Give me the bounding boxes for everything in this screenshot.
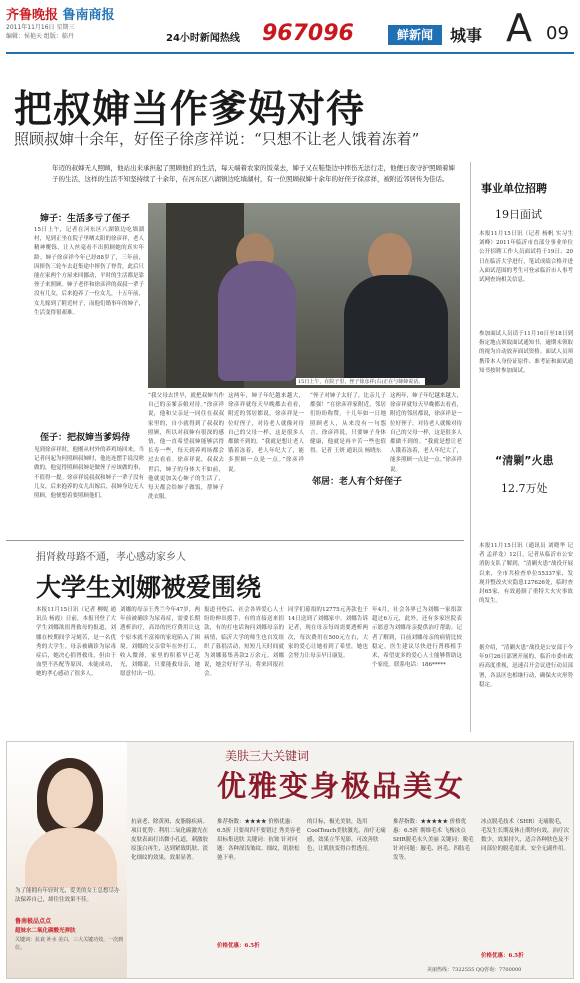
issue-date: 2011年11月16日 星期三 <box>6 24 75 31</box>
photo-nephew <box>344 275 448 385</box>
photo-aunt <box>218 261 296 381</box>
story2-column-2: 刘娜的母亲王秀兰今年47岁，两年前被确诊为尿毒症，需要长期透析治疗，高昂的医疗费用让这个原本就不富裕的家庭陷入了困境。刘娜的父亲常年在外打工，收入微薄，家里的积蓄早已花光，刘娜说，只要能救母亲，她愿意付出一切。 <box>120 607 200 678</box>
photo-caption: 15日上午，在院子里，侄子徐彦祥(右)正在与婶婶说话。 <box>298 379 424 385</box>
sidebar-headline-recruitment: 事业单位招聘 <box>481 182 547 195</box>
story-divider <box>6 540 464 541</box>
sidebar-text-recruitment: 本报11月15日讯（记者 杨帆 实习生 刘峰）2011年临沂市直部分事业单位公开招聘工作人员面试将于19日、20日在临沂大学进行，笔试成绩合格并进入面试范围的考生可登录临沂市人事考试网查询相关信息。 <box>479 231 573 284</box>
section-heading-aunt: 婶子：生活多亏了侄子 <box>40 214 131 224</box>
main-headline: 把叔婶当作爹妈对待 <box>14 87 366 131</box>
sidebar <box>470 162 574 732</box>
sidebar-text-recruitment-b: 参加面试人员请于11月16日至18日到指定地点领取面试通知书，逾期未领取的视为自动放弃面试资格。面试人员须携带本人身份证原件、准考证和面试通知书按时参加面试。 <box>479 331 573 374</box>
story1-column-1: 15日上午，记者在河东区八湖镇边吃墙湖村，见到正坐在院子里晒太阳的徐彦祥，老人精神矍铄，让人丝毫看不出照顾她的真实年龄。婶子徐彦祥今年已经88岁了，三年前，因摔伤三轮车去赶集途中摔伤了脊背，此后只能在家两个方屋来回挪动，平时的生活都是靠侄子来照顾。婶子老伴和徐彦祥的叔叔一辈子没有儿女，后来抱养了一位女儿，十五年前，女儿嫁到了附近村子，而他们婚事年的婶子，生活变得很艰难。 <box>34 227 144 316</box>
story1-column-5: “侄子对婶子太好了，比亲儿子都强！”在徐彦祥家附近，邻居们纷纷称赞。十几年如一日地照顾老人，从来没有一句怨言。徐彦祥说，只要婶子身体健康，他就是再辛苦一些也值得。记者 王妍 通讯员 杨晓东 <box>310 393 386 455</box>
story1-column-6: 这两年，婶子年纪越来越大，徐彦祥就每天早晚都去看看，附近的邻居都说，徐彦祥是一位好侄子，对待老人就像对待自己的父母一样，这是很多人都做不到的。“我就是想让老人饿着冻着，老人年纪大了，能多照顾一点是一点。”徐彦祥说。 <box>390 393 462 473</box>
paper-name-sub: 鲁南商报 <box>62 8 115 23</box>
ad-model-shoulders <box>25 828 117 888</box>
story1-column-3: “我父母去世早，就把叔婶当作自己的亲爹亲娘对待。”徐彦祥说，他和父亲是一同住在叔叔家里的，自小就得到了叔叔的照顾，所以对叔婶有很深的感情，他一直希望叔婶能够活得长寿一些，每天到养鸡场都会过去看看。徐彦祥说，叔叔去世后，婶子的身体大不如前，他就更加关心婶子的生活了，每天都会给婶子做饭，帮婶子洗衣服。 <box>148 393 224 501</box>
paper-name-main: 齐鲁晚报 <box>6 8 59 23</box>
story2-column-1: 本报11月15日讯（记者 柳妮 通讯员 杨霞）日前，本报刊登了大学生刘娜欲捐肾救母的报道，刘娜在校期间学习刻苦，是一名优秀的大学生。母亲被确诊为尿毒症后，她决心捐肾救母，但由于血型不匹配等原因，未能成功，她的孝心感动了很多人。 <box>36 607 116 678</box>
hotline-label: 24小时新闻热线 <box>166 33 240 44</box>
ad-column-4: 推荐指数：★★★★★ 价格优惠：6.5折 彻维毛术 飞梭冰点SHR脱毛永久美丽 关键词：脱毛 针对问题：腋毛、唇毛、四肢毛发等。 <box>393 819 474 861</box>
ad-product-name: 超妹水二氧化碳酸光弹肤 <box>15 928 76 934</box>
ad-column-3: 的目标，极光美肤，选用CoolTouch美肤激光，治疗无痛感，效果立竿见影，可改善肤色，让肌肤变得白皙透亮。 <box>307 819 386 852</box>
ad-offer-1: 价格优惠：6.5折 <box>217 943 260 949</box>
story1-column-2: 见到徐彦祥时，他刚从村外的养鸡场回来，当记者问起为何照顾叔婶时，他连连摆手说没啥做的，他觉得照顾叔婶是做侄子应该做的事，不值得一提。徐彦祥说叔叔和婶子一辈子没有儿女，后来抱养的女儿出嫁后，叔婶身边无人照顾，他便想着要照顾他们。 <box>34 447 144 500</box>
story2-kicker: 捐肾救母路不通，孝心感动家乡人 <box>36 552 186 563</box>
masthead <box>6 4 574 54</box>
page-number: 09 <box>546 23 569 44</box>
story2-column-4: 同学们募捐的12775元善款也于14日送到了刘娜家中。刘娜告诉记者，现在母亲每周需要透析两次，每次费用在500元左右，大家的爱心让她看到了希望，她也会努力让母亲早日康复。 <box>288 607 368 660</box>
page-letter: A <box>506 6 532 50</box>
section-heading-nephew: 侄子：把叔婶当爹妈待 <box>40 433 131 443</box>
section-heading-neighbors: 邻居：老人有个好侄子 <box>312 477 403 487</box>
lead-paragraph: 年迈的叔婶无人照顾，他站出来承担起了照顾他们的生活，每天端着农家的饭菜去，婶子又在鞋垫边中摔伤无法行走，他便日夜守护照顾着婶子的生活，这样的生活不知坚持续了十余年，在河东区八湖镇边吃墙湖村，有一位照顾叔婶十余年的好侄子徐彦祥，被附近邻居传为佳话。 <box>52 164 455 183</box>
hotline-number: 967096 <box>262 21 354 46</box>
ad-caption: 为了能拥有年轻时光，爱美的女士总想尽办法保养自己，却往往效果不佳。 <box>15 888 120 903</box>
ad-column-5: 冰点脱毛技术（SHR）无痛脱毛，毛发生长期及休止期均有效，治疗次数少，效果持久，适合各种肤色及不同部位的脱毛需求，安全无副作用。 <box>481 819 569 852</box>
paper-name <box>6 4 115 23</box>
section-tag: 鲜新闻 <box>388 25 442 45</box>
ad-column-2: 推荐指数：★★★★ 价格优惠：6.5折 只要周四不要错过 秀美容老眉标集送肤 关键词：抗皱 针对问题：各种深浅皱纹、细纹，肌肤松弛下垂。 <box>217 819 301 861</box>
story-photo <box>148 203 460 388</box>
sidebar-subhead-interview: 19日面试 <box>495 208 542 221</box>
story1-column-4: 这两年，婶子年纪越来越大，徐彦祥就每天早晚都去看看，附近的邻居都说，徐彦祥是一位好侄子，对待老人就像对待自己的父母一样，这是很多人都做不到的。“我就是想让老人饿着冻着，老人年纪大了，能多照顾一点是一点。”徐彦祥说。 <box>228 393 304 473</box>
sidebar-subhead-count: 12.7万处 <box>501 482 548 495</box>
story2-headline: 大学生刘娜被爱围绕 <box>36 573 262 602</box>
ad-column-1: 抗衰老、除黄斑、皮脂腺疾病。项目优势：利用二氧化碳激光在皮肤表面打出微小孔道，刺激胶原蛋白再生，达到紧致肌肤、淡化细纹的效果，效果显著。 <box>131 819 209 861</box>
ad-contact-footer: 美丽热线：7322555 QQ咨询：7700000 <box>427 967 522 973</box>
sidebar-headline-fire: “清剿”火患 <box>495 454 554 467</box>
ad-model-name: 鲁南极品点点 <box>15 918 52 925</box>
section-name: 城事 <box>450 26 483 45</box>
story2-column-3: 报道刊登后，社会各界爱心人士纷纷伸出援手，有的直接送来捐款，有的打电话询问刘娜母亲的病情，临沂大学的师生也自发组织了募捐活动，短短几天时间就为刘娜募集善款2万余元。刘娜说，她会好好学习，将来回报社会。 <box>204 607 284 678</box>
editor-credit: 编辑：侯艳天 组版：临丹 <box>6 33 74 40</box>
beauty-advertisement <box>6 741 574 979</box>
ad-model-face <box>47 768 93 828</box>
ad-offer-2: 价格优惠：6.5折 <box>481 953 524 959</box>
sidebar-text-fire-b: 据介绍，“清剿火患”战役是公安部于今年9月26日部署开展的，临沂市委市政府高度重视，迅速召开会议进行动员部署，各县区也相继行动，确保火灾形势稳定。 <box>479 645 573 688</box>
story2-column-5: 年4月，社会各界已为刘娜一家捐款超过6万元，此外，还有多家医院表示愿意为刘娜母亲提供治疗帮助。记者了解到，目前刘娜母亲的病情比较稳定，医生建议尽快进行肾移植手术，希望更多的爱心人士能够帮助这个家庭。联系电话：186***** <box>372 607 462 669</box>
ad-keywords: 关键词：抗衰 补水 美白，三大关键功效，一次到位。 <box>15 937 124 951</box>
sidebar-text-fire: 本报11月15日讯（通讯员 刘晓华 记者 孟祥龙）12日，记者从临沂市公安消防支队了解到，“清剿火患”战役开展以来，全市共检查单位55337家，发现并整改火灾隐患127626处，临时查封65家，有效遏制了重特大火灾事故的发生。 <box>479 543 573 605</box>
date-line <box>6 23 74 41</box>
ad-title: 优雅变身极品美女 <box>217 769 466 803</box>
main-subhead: 照顾叔婶十余年，好侄子徐彦祥说：“只想不让老人饿着冻着” <box>14 130 420 148</box>
ad-tagline: 美肤三大关键词 <box>225 749 310 763</box>
